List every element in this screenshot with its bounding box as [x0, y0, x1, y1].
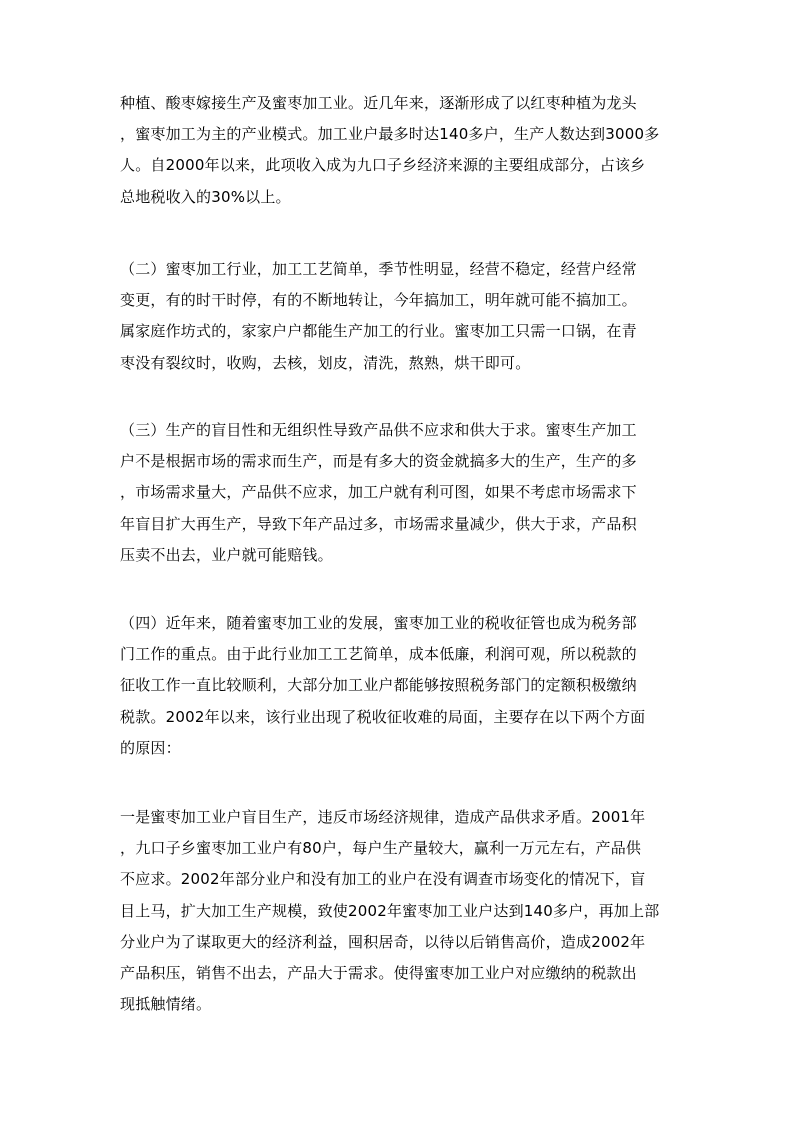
text-line: 门工作的重点。由于此行业加工工艺简单，成本低廉，利润可观，所以税款的: [120, 645, 637, 664]
text-line: ，市场需求量大，产品供不应求，加工户就有利可图，如果不考虑市场需求下: [120, 483, 637, 502]
text-line: 税款。2002年以来，该行业出现了税收征收难的局面，主要存在以下两个方面: [120, 707, 646, 726]
text-line: 种植、酸枣嫁接生产及蜜枣加工业。近几年来，逐渐形成了以红枣种植为龙头: [120, 94, 637, 112]
paragraph-reason-one: [120, 802, 680, 1020]
text-line: 压卖不出去，业户就可能赔钱。: [120, 545, 333, 564]
text-line: 征收工作一直比较顺利，大部分加工业户都能够按照税务部门的定额积极缴纳: [120, 676, 637, 695]
text-line: （二）蜜枣加工行业，加工工艺简单，季节性明显，经营不稳定，经营户经常: [120, 260, 637, 278]
text-line: （四）近年来，随着蜜枣加工业的发展，蜜枣加工业的税收征管也成为税务部: [120, 614, 637, 632]
paragraph-industry-overview: [120, 88, 680, 213]
text-line: 属家庭作坊式的，家家户户都能生产加工的行业。蜜枣加工只需一口锅，在青: [120, 322, 637, 341]
text-line: 户不是根据市场的需求而生产，而是有多大的资金就搞多大的生产，生产的多: [120, 452, 637, 471]
paragraph-section-two: [120, 254, 680, 379]
text-line: 总地税收入的30%以上。: [120, 187, 291, 206]
paragraph-section-three: [120, 415, 680, 571]
text-line: 产品积压，销售不出去，产品大于需求。使得蜜枣加工业户对应缴纳的税款出: [120, 963, 637, 982]
text-line: （三）生产的盲目性和无组织性导致产品供不应求和供大于求。蜜枣生产加工: [120, 421, 637, 439]
text-line: 人。自2000年以来，此项收入成为九口子乡经济来源的主要组成部分，占该乡: [120, 156, 646, 175]
text-line: 一是蜜枣加工业户盲目生产，违反市场经济规律，造成产品供求矛盾。2001年: [120, 808, 646, 826]
text-line: 年盲目扩大再生产，导致下年产品过多，市场需求量减少，供大于求，产品积: [120, 514, 637, 533]
text-line: ，九口子乡蜜枣加工业户有80户，每户生产量较大，赢利一万元左右，产品供: [120, 839, 642, 858]
text-line: 的原因：: [120, 738, 181, 757]
paragraph-section-four: [120, 608, 680, 764]
text-line: 目上马，扩大加工生产规模，致使2002年蜜枣加工业户达到140多户，再加上部: [120, 901, 660, 920]
text-line: 分业户为了谋取更大的经济利益，囤积居奇，以待以后销售高价，造成2002年: [120, 932, 646, 951]
text-line: ，蜜枣加工为主的产业模式。加工业户最多时达140多户，生产人数达到3000多: [120, 125, 660, 144]
text-line: 枣没有裂纹时，收购，去核，划皮，清洗，熬熟，烘干即可。: [120, 353, 531, 372]
text-line: 变更，有的时干时停，有的不断地转让，今年搞加工，明年就可能不搞加工。: [120, 291, 637, 310]
text-line: 现抵触情绪。: [120, 995, 212, 1014]
text-line: 不应求。2002年部分业户和没有加工的业户在没有调查市场变化的情况下，盲: [120, 870, 646, 889]
